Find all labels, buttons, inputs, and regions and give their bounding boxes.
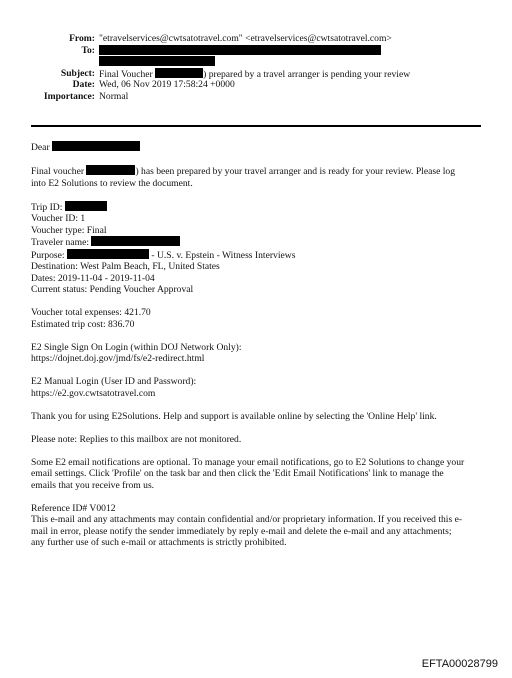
header-divider bbox=[31, 125, 481, 127]
purpose-line bbox=[31, 249, 486, 262]
intro-suffix: ) has been prepared by your travel arranger and is ready for your review. Please log bbox=[135, 166, 456, 177]
redacted-traveler-name bbox=[91, 236, 180, 246]
intro-line-2: into E2 Solutions to review the document. bbox=[31, 177, 193, 189]
optional-line-2: email settings. Click 'Profile' on the task bar and then click the 'Edit Email Notifications' link to manage the bbox=[31, 468, 444, 479]
cost-details bbox=[31, 307, 486, 330]
redacted-voucher-id bbox=[155, 68, 203, 78]
manual-login-section bbox=[31, 376, 486, 399]
current-status: Current status: Pending Voucher Approval bbox=[31, 284, 194, 295]
intro-prefix: Final voucher bbox=[31, 166, 85, 177]
estimated-trip-cost: Estimated trip cost: 836.70 bbox=[31, 318, 135, 330]
date-label: Date: bbox=[72, 79, 95, 90]
trip-id-label: Trip ID: bbox=[31, 201, 63, 213]
redacted-recipient bbox=[99, 45, 381, 55]
to-label: To: bbox=[81, 44, 95, 56]
confidential-line-2: mail in error, please notify the sender immediately by reply e-mail and delete the e-mail and any attachments; bbox=[31, 525, 452, 537]
trip-details bbox=[31, 201, 486, 296]
redacted-recipient-2 bbox=[99, 56, 215, 66]
subject-label: Subject: bbox=[60, 67, 95, 79]
greeting-line bbox=[31, 141, 486, 154]
from-row bbox=[0, 33, 512, 45]
subject-prefix: Final Voucher bbox=[99, 68, 153, 80]
intro-paragraph bbox=[31, 165, 486, 189]
confidential-line-1: This e-mail and any attachments may contain confidential and/or proprietary information. If you received this e- bbox=[31, 514, 463, 525]
dates: Dates: 2019-11-04 - 2019-11-04 bbox=[31, 272, 155, 284]
purpose-suffix: - U.S. v. Epstein - Witness Interviews bbox=[151, 249, 296, 261]
redacted-trip-id bbox=[65, 201, 107, 211]
voucher-id: Voucher ID: 1 bbox=[31, 213, 86, 224]
traveler-name-label: Traveler name: bbox=[31, 237, 89, 248]
email-body bbox=[31, 141, 486, 560]
date-value: Wed, 06 Nov 2019 17:58:24 +0000 bbox=[99, 79, 235, 90]
date-row bbox=[0, 79, 512, 91]
to-row-continued bbox=[0, 56, 512, 68]
destination: Destination: West Palm Beach, FL, United States bbox=[31, 261, 220, 272]
note-line: Please note: Replies to this mailbox are not monitored. bbox=[31, 433, 242, 445]
importance-row bbox=[0, 91, 512, 103]
optional-line-1: Some E2 email notifications are optional. To manage your email notifications, go to E2 Solutions to change your bbox=[31, 456, 465, 468]
sso-url[interactable]: https://dojnet.doj.gov/jmd/fs/e2-redirect.html bbox=[31, 353, 205, 364]
greeting: Dear bbox=[31, 142, 50, 153]
reference-id: Reference ID# V0012 bbox=[31, 502, 116, 514]
confidential-line-3: any further use of such e-mail or attachments is strictly prohibited. bbox=[31, 537, 287, 548]
redacted-purpose bbox=[67, 249, 149, 259]
manual-login-title: E2 Manual Login (User ID and Password): bbox=[31, 376, 197, 387]
optional-line-3: emails that you receive from us. bbox=[31, 479, 155, 491]
sso-section bbox=[31, 342, 486, 365]
email-header bbox=[0, 33, 512, 102]
importance-value: Normal bbox=[99, 90, 129, 102]
thanks-line: Thank you for using E2Solutions. Help and support is available online by selecting the 'Online Help' link. bbox=[31, 410, 437, 422]
voucher-type: Voucher type: Final bbox=[31, 224, 107, 236]
optional-notifications bbox=[31, 457, 486, 492]
from-label: From: bbox=[69, 33, 95, 44]
subject-suffix: ) prepared by a travel arranger is pending your review bbox=[203, 68, 411, 80]
importance-label: Importance: bbox=[43, 90, 95, 102]
sso-title: E2 Single Sign On Login (within DOJ Network Only): bbox=[31, 341, 242, 353]
voucher-total: Voucher total expenses: 421.70 bbox=[31, 307, 151, 318]
from-value: "etravelservices@cwtsatotravel.com" <etravelservices@cwtsatotravel.com> bbox=[99, 33, 392, 44]
to-row bbox=[0, 45, 512, 57]
traveler-name-line bbox=[31, 236, 486, 249]
document-id: EFTA00028799 bbox=[421, 658, 498, 670]
redacted-addressee bbox=[52, 141, 140, 151]
confidentiality-section bbox=[31, 503, 486, 549]
redacted-voucher-number bbox=[86, 165, 135, 175]
manual-login-url[interactable]: https://e2.gov.cwtsatotravel.com bbox=[31, 387, 156, 399]
purpose-label: Purpose: bbox=[31, 249, 65, 261]
subject-row bbox=[0, 68, 512, 80]
trip-id-line bbox=[31, 201, 486, 214]
